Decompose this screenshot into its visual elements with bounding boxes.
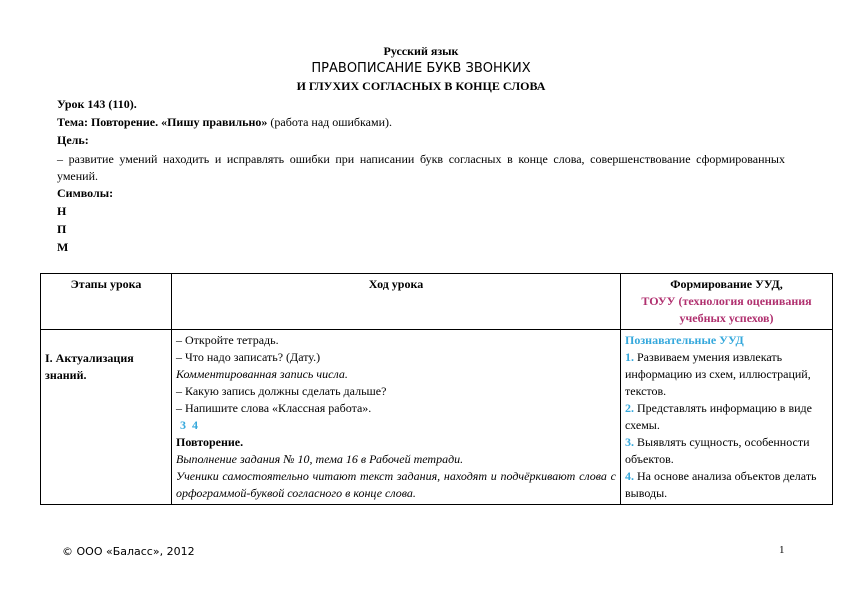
course-line: Комментированная запись числа. — [176, 367, 348, 381]
uud-item — [625, 400, 828, 434]
header-touu: ТОУУ (технология оценивания учебных успехов) — [641, 294, 812, 325]
lesson-number: Урок 143 (110). — [57, 97, 137, 111]
header-uud — [621, 274, 833, 330]
subject-heading: Русский язык — [383, 44, 459, 58]
uud-item-number: 3. — [625, 435, 634, 449]
uud-item-text: Развиваем умения извлекать информацию из схем, иллюстраций, текстов. — [625, 350, 811, 398]
symbols-label: Символы: — [57, 186, 114, 200]
uud-item-text: Представлять информацию в виде схемы. — [625, 401, 812, 432]
uud-item-text: Выявлять сущность, особенности объектов. — [625, 435, 810, 466]
stage-cell: I. Актуализация знаний. — [41, 330, 172, 505]
course-line: – Откройте тетрадь. — [176, 333, 279, 347]
header-stages: Этапы урока — [41, 274, 172, 330]
lesson-topic — [57, 115, 392, 130]
uud-item-text: На основе анализа объектов делать выводы. — [625, 469, 817, 500]
students-text: Ученики самостоятельно читают текст задания, находят и подчёркивают слова с орфограммой-буквой согласного в конце слова. — [176, 469, 616, 500]
table-header-row — [41, 274, 833, 330]
uud-item — [625, 434, 828, 468]
page-title-line1: ПРАВОПИСАНИЕ БУКВ ЗВОНКИХ — [311, 61, 531, 76]
symbol-item: М — [57, 240, 69, 254]
uud-item-number: 4. — [625, 469, 634, 483]
copyright-footer: © ООО «Баласс», 2012 — [62, 545, 195, 558]
task-line: Выполнение задания № 10, тема 16 в Рабочей тетради. — [176, 452, 464, 466]
review-heading: Повторение. — [176, 435, 244, 449]
symbol-item: П — [57, 222, 67, 236]
uud-item-number: 2. — [625, 401, 634, 415]
uud-item — [625, 468, 828, 502]
header-uud-title: Формирование УУД, — [670, 277, 783, 291]
topic-note: (работа над ошибками). — [267, 115, 393, 129]
uud-title: Познавательные УУД — [625, 333, 744, 347]
uud-item-number: 1. — [625, 350, 634, 364]
goal-text: – развитие умений находить и исправлять ошибки при написании букв согласных в конце слова, совершенствование сформированных умений. — [57, 152, 785, 183]
course-line: – Какую запись должны сделать дальше? — [176, 384, 387, 398]
course-line: – Что надо записать? (Дату.) — [176, 350, 321, 364]
topic-label: Тема: Повторение. «Пишу правильно» — [57, 115, 268, 129]
table-row — [41, 330, 833, 505]
lesson-table — [40, 273, 833, 505]
uud-cell — [621, 330, 833, 505]
course-cell — [172, 330, 621, 505]
header-course: Ход урока — [172, 274, 621, 330]
page-title-line2: И ГЛУХИХ СОГЛАСНЫХ В КОНЦЕ СЛОВА — [296, 79, 546, 93]
symbol-item: Н — [57, 204, 67, 218]
symbol-marks: 3 4 — [180, 418, 198, 432]
course-line: – Напишите слова «Классная работа». — [176, 401, 372, 415]
goal-label: Цель: — [57, 133, 89, 147]
page-number: 1 — [779, 544, 785, 556]
uud-item — [625, 349, 828, 400]
